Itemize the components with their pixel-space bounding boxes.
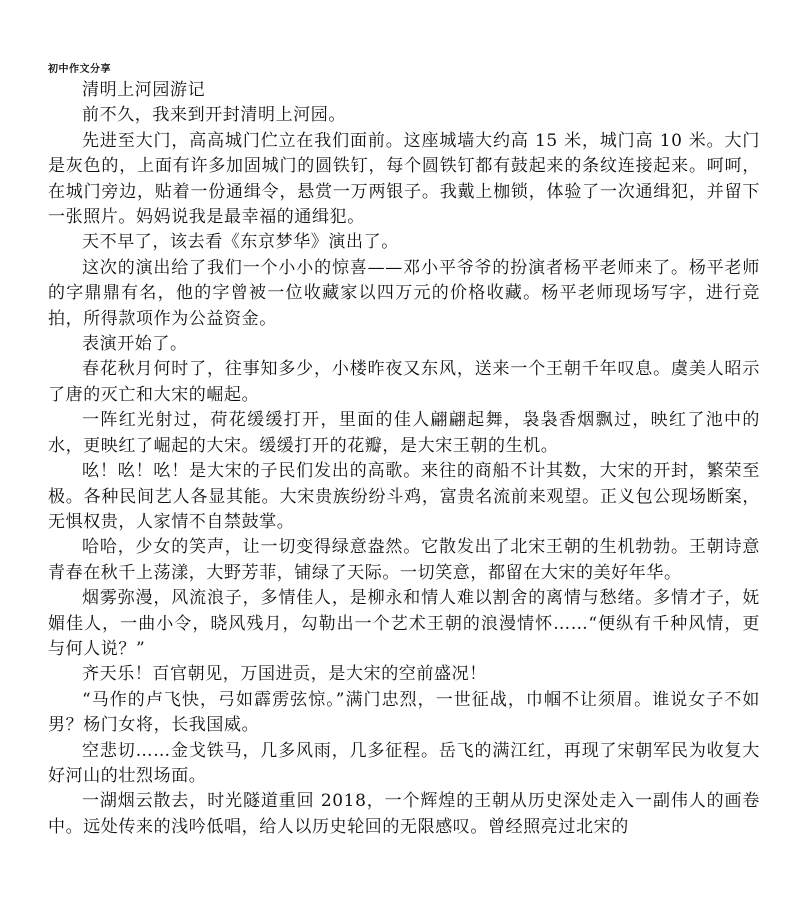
paragraph: 先进至大门，高高城门伫立在我们面前。这座城墙大约高 15 米，城门高 10 米。大门是灰色的，上面有许多加固城门的圆铁钉，每个圆铁钉都有鼓起来的条纹连接起来。呵呵，在城门旁边，贴着一份通缉令，悬赏一万两银子。我戴上枷锁，体验了一次通缉犯，并留下一张照片。妈妈说我是最幸福的通缉犯。 (48, 130, 760, 228)
paragraph: 这次的演出给了我们一个小小的惊喜——邓小平爷爷的扮演者杨平老师来了。杨平老师的字鼎鼎有名，他的字曾被一位收藏家以四万元的价格收藏。杨平老师现场写字，进行竞拍，所得款项作为公益资金。 (48, 257, 760, 329)
paragraph: “马作的卢飞快，弓如霹雳弦惊。”满门忠烈，一世征战，巾帼不让须眉。谁说女子不如男？杨门女将，长我国威。 (48, 689, 760, 736)
paragraph: 吆！吆！吆！是大宋的子民们发出的高歌。来往的商船不计其数，大宋的开封，繁荣至极。各种民间艺人各显其能。大宋贵族纷纷斗鸡，富贵名流前来观望。正义包公现场断案，无惧权贵，人家情不自禁鼓掌。 (48, 461, 760, 532)
article (48, 78, 760, 840)
paragraph: 前不久，我来到开封清明上河园。 (82, 105, 346, 126)
paragraph: 烟雾弥漫，风流浪子，多情佳人，是柳永和情人难以割舍的离情与愁绪。多情才子，妩媚佳人，一曲小令，晓风残月，勾勒出一个艺术王朝的浪漫情怀……“便纵有千种风情，更与何人说？” (48, 588, 760, 659)
header-label: 初中作文分享 (48, 64, 111, 75)
article-title: 清明上河园游记 (82, 80, 206, 100)
paragraph: 一湖烟云散去，时光隧道重回 2018，一个辉煌的王朝从历史深处走入一副伟人的画卷中。远处传来的浅吟低唱，给人以历史轮回的无限感叹。曾经照亮过北宋的 (48, 791, 760, 837)
paragraph: 天不早了，该去看《东京梦华》演出了。 (82, 232, 399, 253)
paragraph: 春花秋月何时了，往事知多少，小楼昨夜又东风，送来一个王朝千年叹息。虞美人昭示了唐的灭亡和大宋的崛起。 (48, 359, 760, 405)
paragraph: 一阵红光射过，荷花缓缓打开，里面的佳人翩翩起舞，袅袅香烟飘过，映红了池中的水，更映红了崛起的大宋。缓缓打开的花瓣，是大宋王朝的生机。 (48, 410, 760, 456)
paragraph: 哈哈，少女的笑声，让一切变得绿意盎然。它散发出了北宋王朝的生机勃勃。王朝诗意青春在秋千上荡漾，大野芳菲，铺绿了天际。一切笑意，都留在大宋的美好年华。 (48, 537, 760, 583)
paragraph: 齐天乐！百官朝见，万国进贡，是大宋的空前盛况！ (82, 664, 487, 685)
paragraph: 表演开始了。 (82, 334, 188, 355)
paragraph: 空悲切……金戈铁马，几多风雨，几多征程。岳飞的满江红，再现了宋朝军民为收复大好河山的壮烈场面。 (48, 740, 760, 786)
